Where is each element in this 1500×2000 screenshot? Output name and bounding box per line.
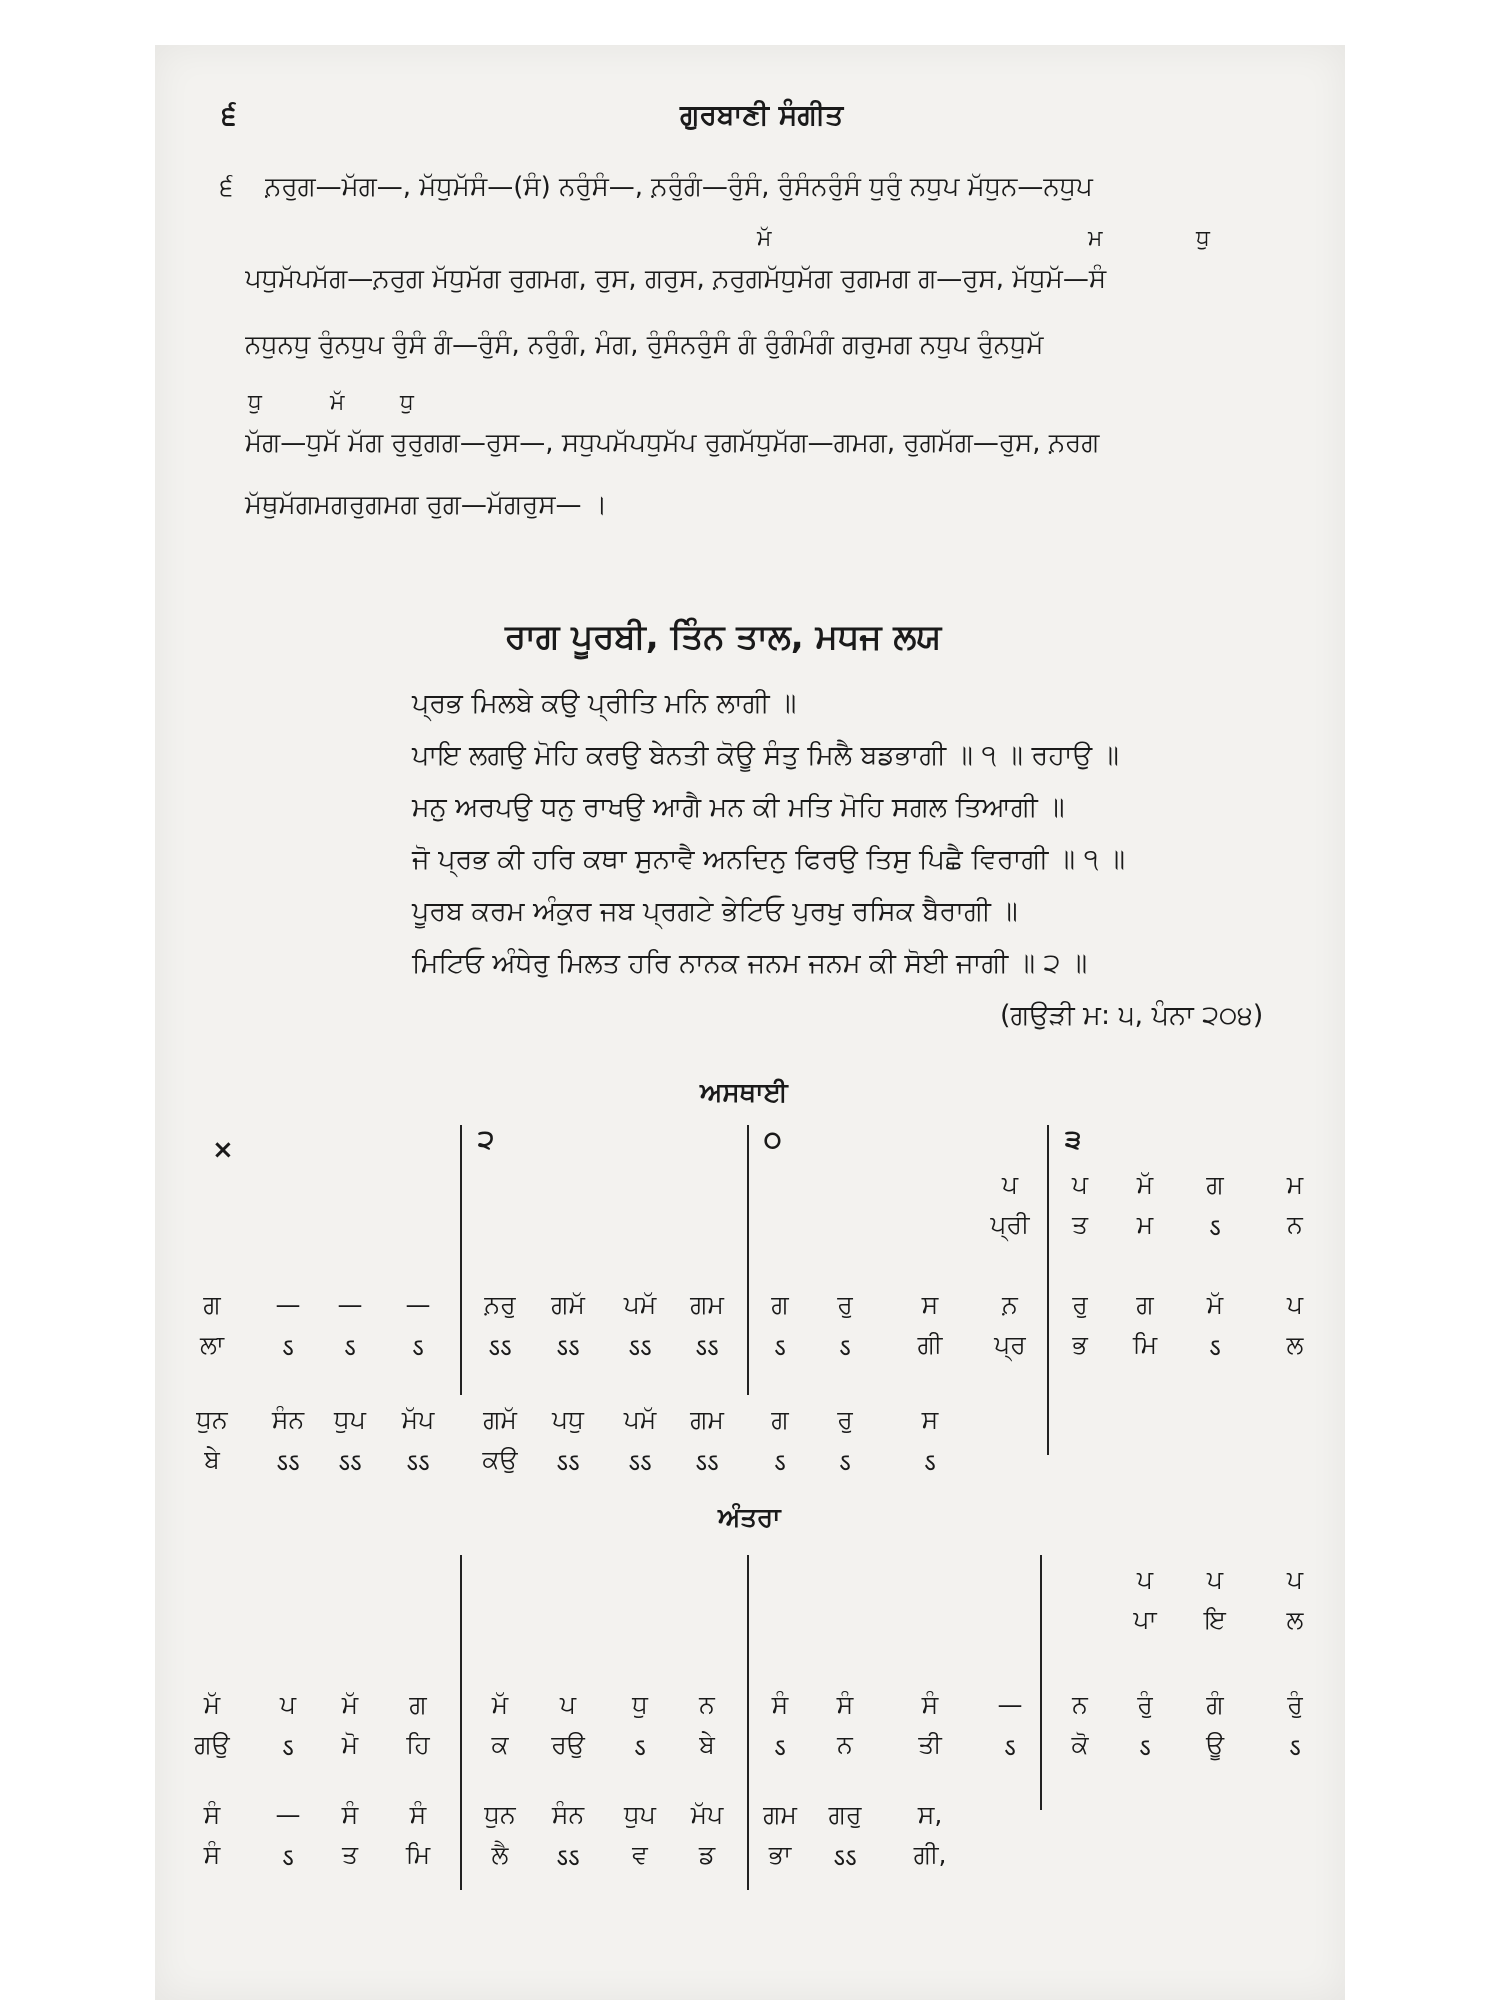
alap-mark: ਧੁ	[1196, 226, 1210, 251]
antara-note-cell: ਧੁਪ	[624, 1800, 656, 1829]
asthai-note-cell: ਪਮੱ	[623, 1405, 657, 1434]
antara-note-cell: ਰਉ	[551, 1730, 585, 1759]
asthai-note-cell: ऽ	[924, 1448, 936, 1477]
antara-note-cell: ਨ	[699, 1690, 715, 1719]
verse-line: ਜੋ ਪ੍ਰਭ ਕੀ ਹਰਿ ਕਥਾ ਸੁਨਾਵੈ ਅਨਦਿਨੁ ਫਿਰਉ ਤਿਸੁ ਪਿਛੈ ਵਿਰਾਗੀ ॥ ੧ ॥	[412, 844, 1126, 875]
asthai-note-cell: ਗਮ	[690, 1290, 724, 1319]
verse-line: ਪੂਰਬ ਕਰਮ ਅੰਕੁਰ ਜਬ ਪ੍ਰਗਟੇ ਭੇਟਿਓ ਪੁਰਖੁ ਰਸਿਕ ਬੈਰਾਗੀ ॥	[412, 896, 1018, 927]
antara-note-cell: ਤੀ	[918, 1730, 942, 1759]
antara-note-cell: ਧੁ	[632, 1690, 648, 1719]
taal-mark-sam: ×	[212, 1135, 234, 1165]
asthai-note-cell: ਪ	[1071, 1170, 1089, 1199]
asthai-note-cell: ਨ਼	[1002, 1290, 1018, 1319]
asthai-note-cell: ਮ	[1286, 1170, 1304, 1199]
alap-number: ੬	[220, 172, 234, 202]
alap-mark: ਮ	[1088, 226, 1103, 251]
asthai-note-cell: ऽ	[282, 1333, 294, 1362]
asthai-note-cell: ਗ	[771, 1405, 789, 1434]
asthai-note-cell: ਗ	[771, 1290, 789, 1319]
alap-mark: ਧੁ	[400, 390, 414, 415]
asthai-note-cell: ऽऽ	[695, 1448, 719, 1477]
antara-note-cell: ऽ	[282, 1733, 294, 1762]
antara-note-cell: ऽ	[1139, 1733, 1151, 1762]
antara-note-cell: ਪ	[1206, 1565, 1224, 1594]
asthai-note-cell: ਪ	[1001, 1170, 1019, 1199]
antara-note-cell: ਸ,	[917, 1800, 943, 1829]
asthai-note-cell: ਭ	[1072, 1330, 1088, 1359]
asthai-note-cell: ਨ	[1287, 1210, 1303, 1239]
asthai-note-cell: ऽऽ	[628, 1448, 652, 1477]
asthai-note-cell: ਗ	[1206, 1170, 1224, 1199]
verse-line: ਮਨੁ ਅਰਪਉ ਧਨੁ ਰਾਖਉ ਆਗੈ ਮਨ ਕੀ ਮਤਿ ਮੋਹਿ ਸਗਲ ਤਿਆਗੀ ॥	[412, 792, 1065, 823]
vibhag-divider	[1040, 1555, 1042, 1810]
page-header-title: ਗੁਰਬਾਣੀ ਸੰਗੀਤ	[680, 98, 844, 131]
asthai-note-cell: ऽ	[839, 1333, 851, 1362]
asthai-note-cell: ਗੀ	[917, 1330, 943, 1359]
asthai-note-cell: ऽऽ	[628, 1333, 652, 1362]
asthai-note-cell: ਰੁ	[837, 1290, 853, 1319]
raag-title: ਰਾਗ ਪੂਰਬੀ, ਤਿੰਨ ਤਾਲ, ਮਧਜ ਲਯ	[505, 617, 942, 657]
antara-note-cell: ਲੈ	[491, 1840, 509, 1869]
antara-note-cell: ਗ	[409, 1690, 427, 1719]
source-reference: (ਗਉੜੀ ਮ: ੫, ਪੰਨਾ ੨੦੪)	[1000, 1000, 1264, 1031]
antara-note-cell: ਸੰ	[836, 1690, 854, 1719]
alap-line: ਮੱਗ—ਧੁਮੱ ਮੱਗ ਰੁਰੁਗਗ—ਰੁਸ—, ਸਧੁਪਮੱਪਧੁਮੱਪ ਰੁਗਮੱਧੁਮੱਗ—ਗਮਗ, ਰੁਗਮੱਗ—ਰੁਸ, ਨ਼ਰਗ	[245, 428, 1100, 458]
taal-mark-khali: ੦	[764, 1125, 782, 1155]
antara-note-cell: ऽ	[1289, 1733, 1301, 1762]
antara-note-cell: ਪਾ	[1133, 1605, 1157, 1634]
asthai-note-cell: ਲਾ	[199, 1330, 225, 1359]
asthai-note-cell: ऽ	[412, 1333, 424, 1362]
asthai-note-cell: ਪ੍ਰੀ	[990, 1210, 1030, 1239]
verse-line: ਪਾਇ ਲਗਉ ਮੋਹਿ ਕਰਉ ਬੇਨਤੀ ਕੋਊ ਸੰਤੁ ਮਿਲੈ ਬਡਭਾਗੀ ॥ ੧ ॥ ਰਹਾਉ ॥	[412, 740, 1119, 771]
asthai-note-cell: ਗਮੱ	[551, 1290, 585, 1319]
alap-line: ਪਧੁਮੱਪਮੱਗ—ਨ਼ਰੁਗ ਮੱਧੁਮੱਗ ਰੁਗਮਗ, ਰੁਸ, ਗਰੁਸ, ਨ਼ਰੁਗਮੱਧੁਮੱਗ ਰੁਗਮਗ ਗ—ਰੁਸ, ਮੱਧੁਮੱ—ਸੰ	[245, 264, 1107, 294]
antara-note-cell: ਪ	[559, 1690, 577, 1719]
antara-note-cell: ਨ	[1072, 1690, 1088, 1719]
antara-note-cell: ਤ	[341, 1840, 358, 1869]
antara-note-cell: ऽ	[774, 1733, 786, 1762]
antara-note-cell: ਧੁਨ	[484, 1800, 516, 1829]
antara-heading: ਅੰਤਰਾ	[718, 1503, 781, 1533]
asthai-note-cell: ऽ	[774, 1448, 786, 1477]
antara-note-cell: ਪ	[1136, 1565, 1154, 1594]
antara-note-cell: ਮਿ	[405, 1840, 431, 1869]
antara-note-cell: ਕ	[491, 1730, 509, 1759]
page-number: ੬	[222, 98, 237, 131]
antara-note-cell: ऽ	[282, 1843, 294, 1872]
antara-note-cell: ਮੱਪ	[690, 1800, 724, 1829]
asthai-note-cell: ਮੱ	[1136, 1170, 1154, 1199]
alap-line: ਨਧੁਨਧੁ ਰੁੰਨਧੁਪ ਰੁੰਸੰ ਗੰ—ਰੁੰਸੰ, ਨਰੁੰਗੰ, ਮੰਗ, ਰੁੰਸੰਨਰੁੰਸੰ ਗੰ ਰੁੰਗੰਮੰਗੰ ਗਰੁਮਗ ਨਧੁਪ ਰੁੰਨਧੁਮੱ	[245, 330, 1044, 360]
asthai-note-cell: ਮੱਪ	[401, 1405, 435, 1434]
antara-note-cell: ਪ	[1286, 1565, 1304, 1594]
alap-mark: ਧੁ	[248, 390, 262, 415]
alap-line: ਨ਼ਰੁਗ—ਮੱਗ—, ਮੱਧੁਮੱਸੰ—(ਸੰ) ਨਰੁੰਸੰ—, ਨ਼ਰੁੰਗੰ—ਰੁੰਸੰ, ਰੁੰਸੰਨਰੁੰਸੰ ਧੁਰੁੰ ਨਧੁਪ ਮੱਧੁਨ—ਨਧੁਪ	[265, 172, 1093, 202]
antara-note-cell: ਪ	[279, 1690, 297, 1719]
asthai-note-cell: ऽऽ	[556, 1448, 580, 1477]
asthai-note-cell: ਪਧੁ	[552, 1405, 584, 1434]
antara-note-cell: ऽ	[1004, 1733, 1016, 1762]
asthai-note-cell: ऽऽ	[406, 1448, 430, 1477]
antara-note-cell: ਸੰਨ	[551, 1800, 585, 1829]
alap-mark: ਮੱ	[757, 226, 772, 251]
antara-note-cell: ਭਾ	[768, 1840, 792, 1869]
antara-note-cell: ਡ	[698, 1840, 716, 1869]
asthai-note-cell: ਨ਼ਰੁ	[484, 1290, 516, 1319]
asthai-note-cell: ਸ	[921, 1405, 939, 1434]
asthai-note-cell: ਗ	[1136, 1290, 1154, 1319]
alap-line: ਮੱਥੁਮੱਗਮਗਰੁਗਮਗ ਰੁਗ—ਮੱਗਰੁਸ— ।	[245, 490, 608, 520]
antara-note-cell: ਸੰ	[203, 1840, 221, 1869]
verse-line: ਪ੍ਰਭ ਮਿਲਬੇ ਕਉ ਪ੍ਰੀਤਿ ਮਨਿ ਲਾਗੀ ॥	[412, 688, 797, 719]
antara-note-cell: ਊ	[1205, 1730, 1225, 1759]
antara-note-cell: ਮੱ	[341, 1690, 359, 1719]
asthai-note-cell: ऽऽ	[338, 1448, 362, 1477]
asthai-note-cell: ऽ	[839, 1448, 851, 1477]
antara-note-cell: ਹਿ	[406, 1730, 430, 1759]
antara-note-cell: ਸੰ	[409, 1800, 427, 1829]
asthai-note-cell: ਧੁਪ	[334, 1405, 366, 1434]
asthai-note-cell: ਕਉ	[482, 1445, 518, 1474]
asthai-note-cell: ऽऽ	[695, 1333, 719, 1362]
asthai-note-cell: ਰੁ	[837, 1405, 853, 1434]
asthai-note-cell: —	[405, 1290, 431, 1319]
antara-note-cell: ਮੋ	[341, 1730, 359, 1759]
asthai-note-cell: ਤ	[1071, 1210, 1088, 1239]
antara-note-cell: ऽऽ	[833, 1843, 857, 1872]
antara-note-cell: ਨ	[837, 1730, 853, 1759]
asthai-note-cell: ऽ	[774, 1333, 786, 1362]
alap-mark: ਮੱ	[330, 390, 345, 415]
antara-note-cell: ਲ	[1286, 1605, 1304, 1634]
antara-note-cell: ਸੰ	[203, 1800, 221, 1829]
asthai-note-cell: ਰੁ	[1072, 1290, 1088, 1319]
verse-line: ਮਿਟਿਓ ਅੰਧੇਰੁ ਮਿਲਤ ਹਰਿ ਨਾਨਕ ਜਨਮ ਜਨਮ ਕੀ ਸੋਈ ਜਾਗੀ ॥ ੨ ॥	[412, 948, 1088, 979]
antara-note-cell: ਗਉ	[194, 1730, 230, 1759]
asthai-note-cell: ਮ	[1136, 1210, 1154, 1239]
asthai-note-cell: ਬੇ	[204, 1445, 220, 1474]
asthai-note-cell: ਮੱ	[1206, 1290, 1224, 1319]
antara-note-cell: ਇ	[1204, 1605, 1226, 1634]
antara-note-cell: ਕੋ	[1071, 1730, 1089, 1759]
antara-note-cell: —	[275, 1800, 301, 1829]
asthai-note-cell: ਪ੍ਰ	[994, 1330, 1026, 1359]
taal-mark-taali-2: ੨	[478, 1125, 495, 1155]
asthai-note-cell: —	[337, 1290, 363, 1319]
antara-note-cell: —	[997, 1690, 1023, 1719]
taal-mark-taali-3: ੩	[1065, 1125, 1082, 1155]
antara-note-cell: ਬੇ	[699, 1730, 715, 1759]
asthai-note-cell: ऽ	[1209, 1213, 1221, 1242]
asthai-note-cell: ऽऽ	[556, 1333, 580, 1362]
asthai-note-cell: ਮਿ	[1132, 1330, 1158, 1359]
antara-note-cell: ਸੰ	[771, 1690, 789, 1719]
asthai-note-cell: ਗਮੱ	[483, 1405, 517, 1434]
asthai-note-cell: ऽ	[344, 1333, 356, 1362]
antara-note-cell: ਰੁੰ	[1287, 1690, 1303, 1719]
asthai-note-cell: ਪ	[1286, 1290, 1304, 1319]
asthai-heading: ਅਸਥਾਈ	[700, 1078, 788, 1108]
antara-note-cell: ਰੁੰ	[1137, 1690, 1153, 1719]
antara-note-cell: ਗੰ	[1206, 1690, 1224, 1719]
asthai-note-cell: —	[275, 1290, 301, 1319]
asthai-note-cell: ਪਮੱ	[623, 1290, 657, 1319]
antara-note-cell: ਮੱ	[203, 1690, 221, 1719]
antara-note-cell: ਮੱ	[491, 1690, 509, 1719]
antara-note-cell: ਸੰ	[341, 1800, 359, 1829]
asthai-note-cell: ਸ	[921, 1290, 939, 1319]
antara-note-cell: ऽऽ	[556, 1843, 580, 1872]
antara-note-cell: ਵ	[632, 1840, 648, 1869]
asthai-note-cell: ऽ	[1209, 1333, 1221, 1362]
asthai-note-cell: ਸੰਨ	[271, 1405, 305, 1434]
asthai-note-cell: ऽऽ	[276, 1448, 300, 1477]
asthai-note-cell: ਗ	[203, 1290, 221, 1319]
asthai-note-cell: ਗਮ	[690, 1405, 724, 1434]
vibhag-divider	[460, 1125, 462, 1395]
antara-note-cell: ਗਮ	[763, 1800, 797, 1829]
asthai-note-cell: ऽऽ	[488, 1333, 512, 1362]
antara-note-cell: ਸੰ	[921, 1690, 939, 1719]
asthai-note-cell: ਲ	[1286, 1330, 1304, 1359]
antara-note-cell: ऽ	[634, 1733, 646, 1762]
antara-note-cell: ਗਰੁ	[828, 1800, 862, 1829]
vibhag-divider	[460, 1555, 462, 1890]
antara-note-cell: ਗੀ,	[913, 1840, 947, 1869]
asthai-note-cell: ਧੁਨ	[196, 1405, 228, 1434]
